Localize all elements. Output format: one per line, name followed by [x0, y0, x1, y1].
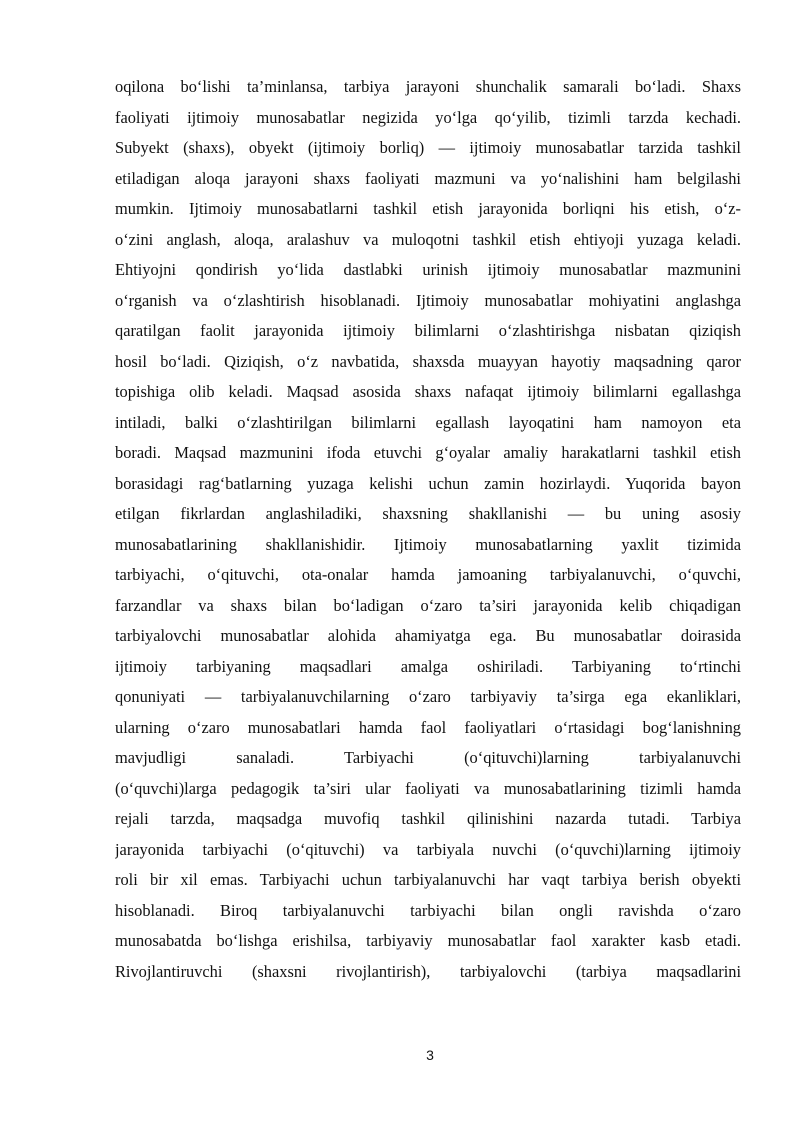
text-line: etiladigan aloqa jarayoni shaxs faoliyati mazmuni va yo‘nalishini ham belgilashi — [115, 168, 741, 188]
text-line: borasidagi rag‘batlarning yuzaga kelishi uchun zamin hozirlaydi. Yuqorida bayon — [115, 473, 741, 493]
text-line: jarayonida tarbiyachi (o‘qituvchi) va tarbiyala nuvchi (o‘quvchi)larning ijtimoiy — [115, 839, 741, 859]
text-line: boradi. Maqsad mazmunini ifoda etuvchi g‘oyalar amaliy harakatlarni tashkil etish — [115, 443, 741, 462]
text-line: munosabatda bo‘lishga erishilsa, tarbiyaviy munosabatlar faol xarakter kasb etadi. — [115, 931, 741, 950]
text-line: oqilona bo‘lishi ta’minlansa, tarbiya jarayoni shunchalik samarali bo‘ladi. Shaxs — [115, 77, 741, 96]
text-line: (o‘quvchi)larga pedagogik ta’siri ular faoliyati va munosabatlarining tizimli hamda — [115, 778, 741, 798]
page-number: 3 — [426, 1047, 434, 1063]
text-line: intiladi, balki o‘zlashtirilgan bilimlarni egallash layoqatini ham namoyon eta — [115, 412, 741, 432]
text-line: tarbiyachi, o‘qituvchi, ota-onalar hamda jamoaning tarbiyalanuvchi, o‘quvchi, — [115, 565, 741, 584]
text-line: Ehtiyojni qondirish yo‘lida dastlabki urinish ijtimoiy munosabatlar mazmunini — [115, 260, 741, 279]
text-line: munosabatlarining shakllanishidir. Ijtimoiy munosabatlarning yaxlit tizimida — [115, 534, 741, 554]
text-line: topishiga olib keladi. Maqsad asosida shaxs nafaqat ijtimoiy bilimlarni egallashga — [115, 382, 741, 401]
text-line: ularning o‘zaro munosabatlari hamda faol faoliyatlari o‘rtasidagi bog‘lanishning — [115, 717, 741, 737]
text-line: etilgan fikrlardan anglashiladiki, shaxsning shakllanishi — bu uning asosiy — [115, 504, 741, 523]
text-line: roli bir xil emas. Tarbiyachi uchun tarbiyalanuvchi har vaqt tarbiya berish obyekti — [115, 870, 741, 889]
text-line: hisoblanadi. Biroq tarbiyalanuvchi tarbiyachi bilan ongli ravishda o‘zaro — [115, 900, 741, 920]
text-line: o‘rganish va o‘zlashtirish hisoblanadi. Ijtimoiy munosabatlar mohiyatini anglashga — [115, 290, 741, 310]
text-line: mavjudligi sanaladi. Tarbiyachi (o‘qituvchi)larning tarbiyalanuvchi — [115, 748, 741, 767]
document-body — [115, 72, 741, 987]
text-line: qaratilgan faolit jarayonida ijtimoiy bilimlarni o‘zlashtirishga nisbatan qiziqish — [115, 321, 741, 340]
text-line: mumkin. Ijtimoiy munosabatlarni tashkil etish jarayonida borliqni his etish, o‘z- — [115, 199, 741, 218]
text-line: qonuniyati — tarbiyalanuvchilarning o‘zaro tarbiyaviy ta’sirga ega ekanliklari, — [115, 687, 741, 706]
text-line: farzandlar va shaxs bilan bo‘ladigan o‘zaro ta’siri jarayonida kelib chiqadigan — [115, 595, 741, 615]
text-line: ijtimoiy tarbiyaning maqsadlari amalga oshiriladi. Tarbiyaning to‘rtinchi — [115, 656, 741, 676]
text-line: tarbiyalovchi munosabatlar alohida ahamiyatga ega. Bu munosabatlar doirasida — [115, 626, 741, 645]
text-line: Subyekt (shaxs), obyekt (ijtimoiy borliq) — ijtimoiy munosabatlar tarzida tashkil — [115, 138, 741, 157]
text-line: o‘zini anglash, aloqa, aralashuv va muloqotni tashkil etish ehtiyoji yuzaga keladi. — [115, 229, 741, 249]
text-line: hosil bo‘ladi. Qiziqish, o‘z navbatida, shaxsda muayyan hayotiy maqsadning qaror — [115, 351, 741, 371]
text-line: Rivojlantiruvchi (shaxsni rivojlantirish), tarbiyalovchi (tarbiya maqsadlarini — [115, 961, 741, 981]
text-line: faoliyati ijtimoiy munosabatlar negizida yo‘lga qo‘yilib, tizimli tarzda kechadi. — [115, 107, 741, 127]
text-line: rejali tarzda, maqsadga muvofiq tashkil qilinishini nazarda tutadi. Tarbiya — [115, 809, 741, 828]
